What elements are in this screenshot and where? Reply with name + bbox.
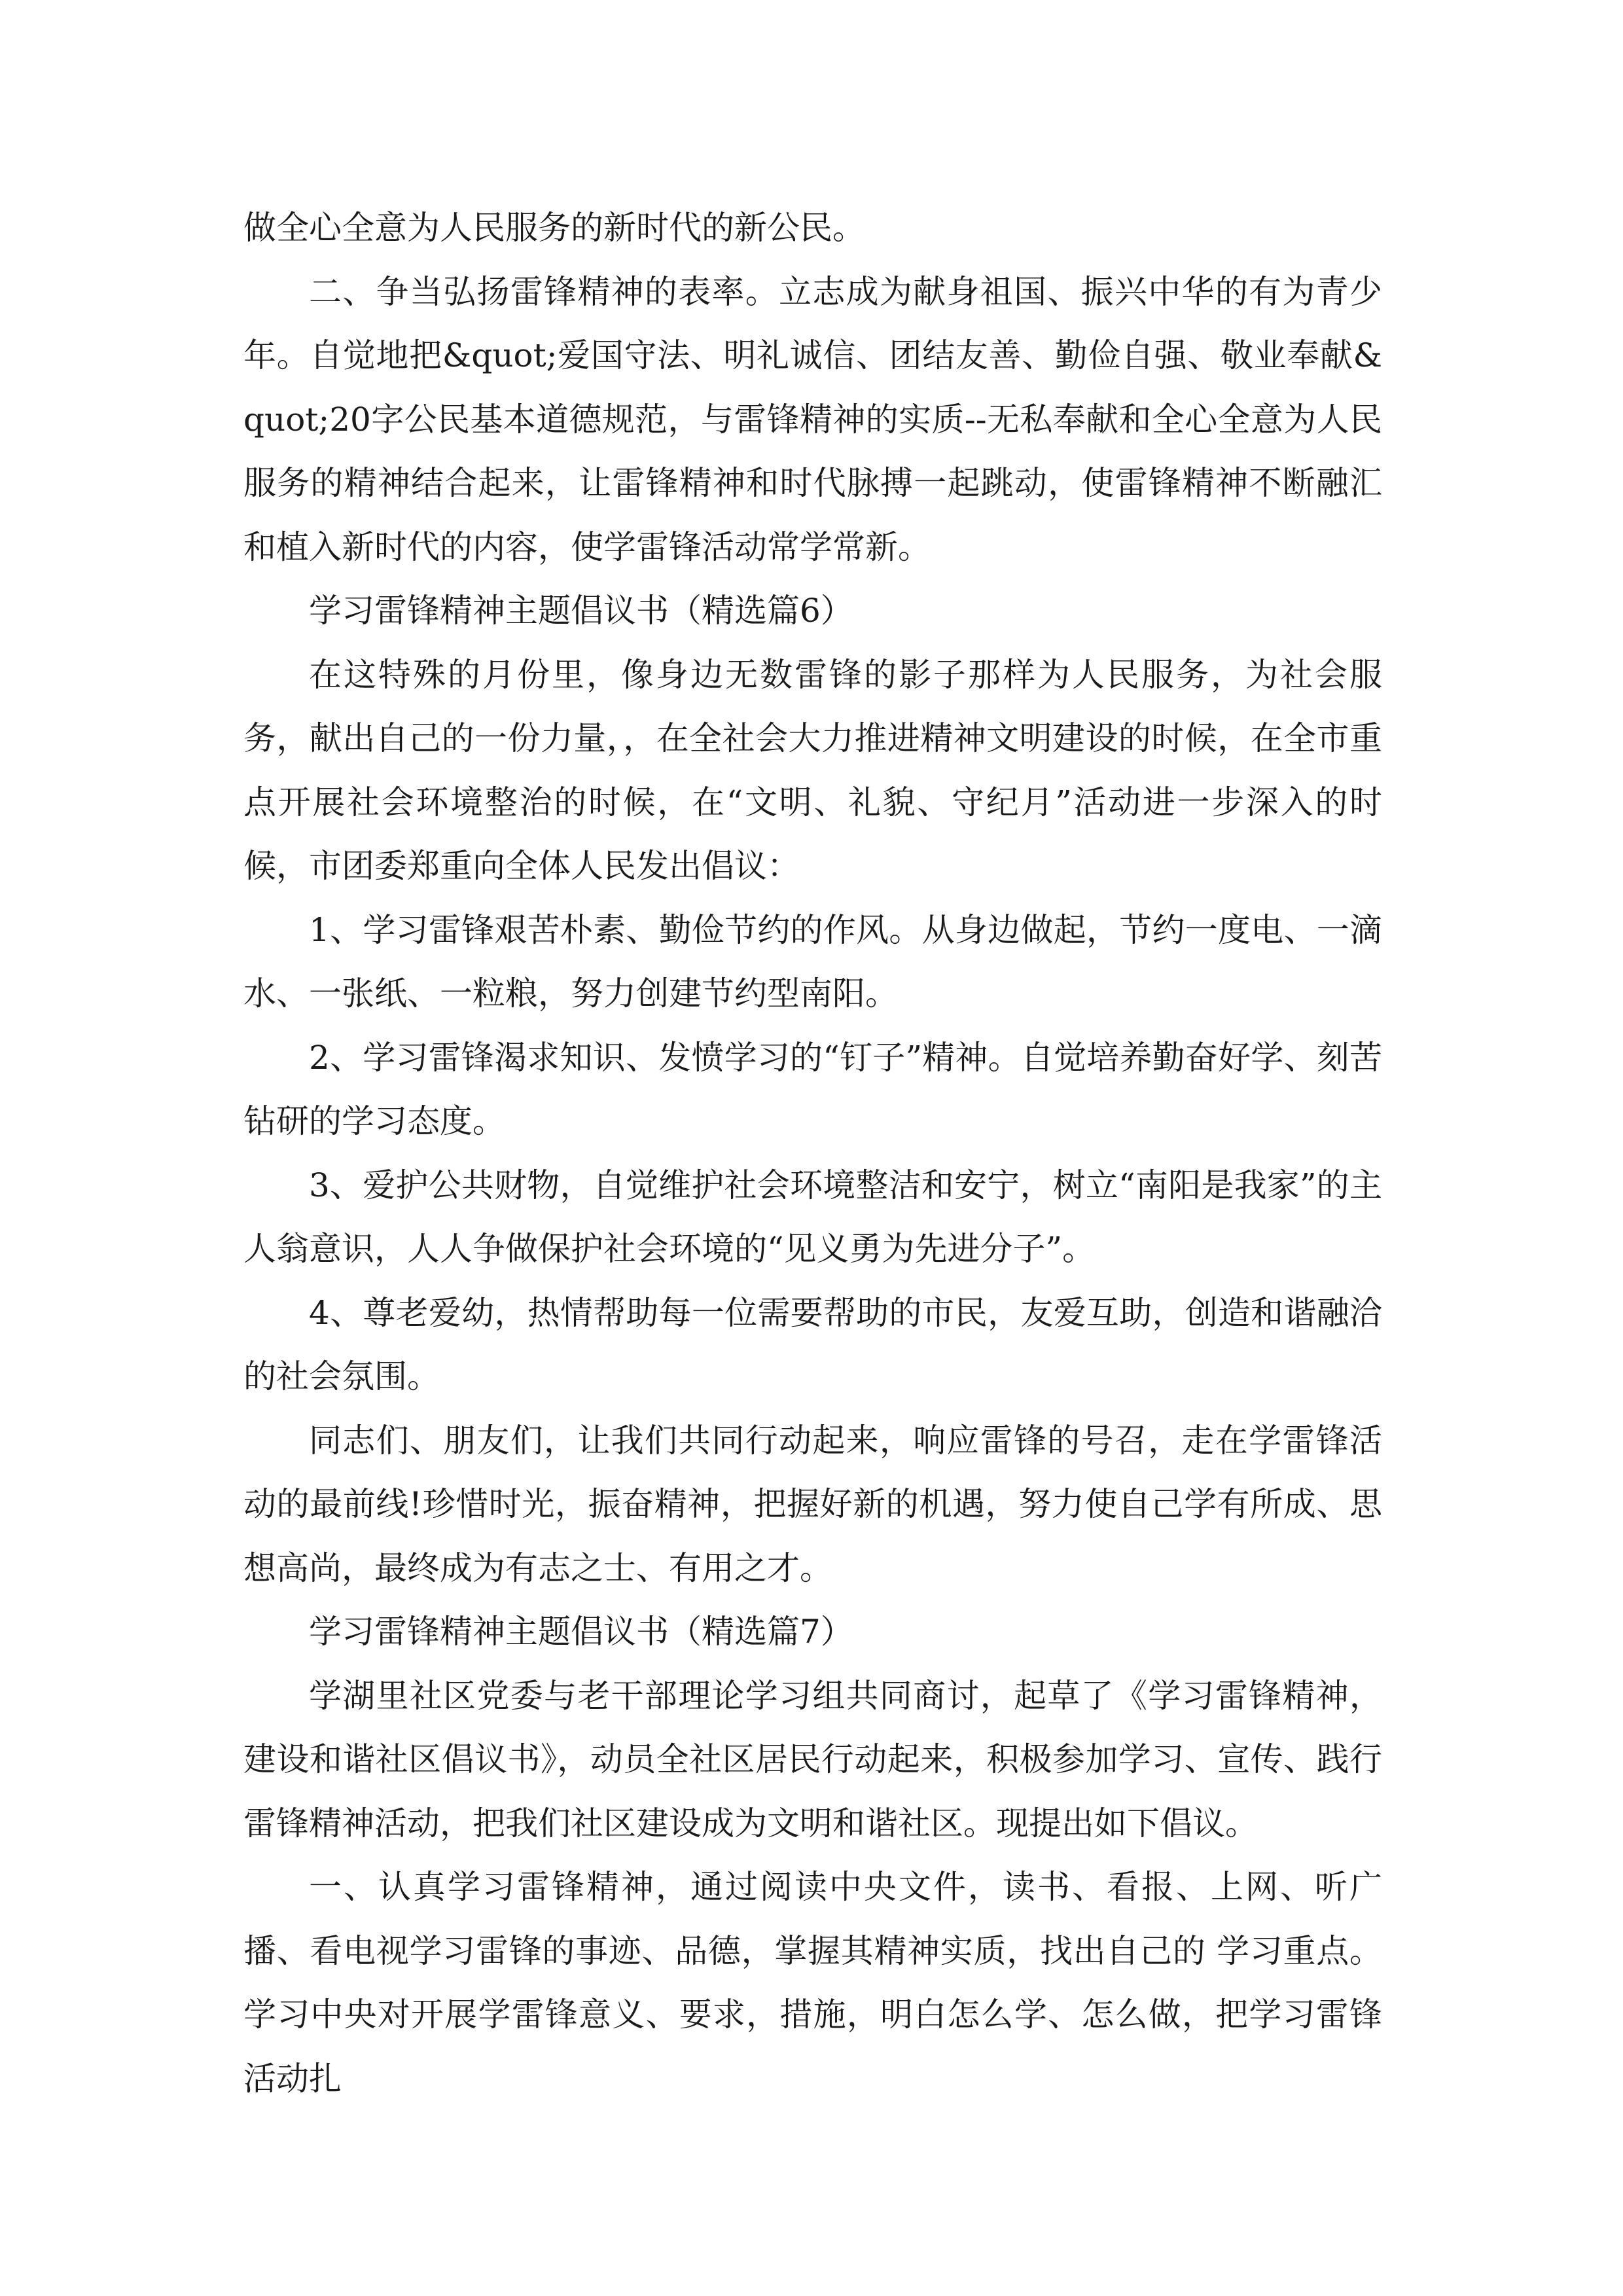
section-heading-7: 学习雷锋精神主题倡议书（精选篇7） bbox=[309, 1613, 853, 1651]
paragraph-closing-6: 同志们、朋友们，让我们共同行动起来，响应雷锋的号召，走在学雷锋活动的最前线!珍惜时光，振奋精神，把握好新的机遇，努力使自己学有所成、思想高尚，最终成为有志之士、有用之才。 bbox=[243, 1421, 1382, 1587]
paragraph-item-3: 3、爱护公共财物，自觉维护社会环境整洁和安宁，树立“南阳是我家”的主人翁意识，人人争做保护社会环境的“见义勇为先进分子”。 bbox=[243, 1166, 1382, 1268]
section-heading-6: 学习雷锋精神主题倡议书（精选篇6） bbox=[309, 592, 853, 630]
paragraph-point-two: 二、争当弘扬雷锋精神的表率。立志成为献身祖国、振兴中华的有为青少年。自觉地把&quot;爱国守法、明礼诚信、团结友善、勤俭自强、敬业奉献&quot;20字公民基本道德规范，与雷锋精神的实质--无私奉献和全心全意为人民服务的精神结合起来，让雷锋精神和时代脉搏一起跳动，使雷锋精神不断融汇和植入新时代的内容，使学雷锋活动常学常新。 bbox=[243, 272, 1382, 566]
paragraph-item-4: 4、尊老爱幼，热情帮助每一位需要帮助的市民，友爱互助，创造和谐融洽的社会氛围。 bbox=[243, 1293, 1382, 1395]
paragraph-intro-7: 学湖里社区党委与老干部理论学习组共同商讨，起草了《学习雷锋精神，建设和谐社区倡议书》，动员全社区居民行动起来，积极参加学习、宣传、践行雷锋精神活动，把我们社区建设成为文明和谐社区。现提出如下倡议。 bbox=[243, 1676, 1382, 1842]
document-body bbox=[243, 196, 1382, 2111]
paragraph-point-one-7: 一、认真学习雷锋精神，通过阅读中央文件，读书、看报、上网、听广播、看电视学习雷锋的事迹、品德，掌握其精神实质，找出自己的 学习重点。学习中央对开展学雷锋意义、要求，措施，明白怎么学、怎么做，把学习雷锋活动扎 bbox=[243, 1868, 1382, 2098]
paragraph-item-1: 1、学习雷锋艰苦朴素、勤俭节约的作风。从身边做起，节约一度电、一滴水、一张纸、一粒粮，努力创建节约型南阳。 bbox=[243, 910, 1382, 1013]
paragraph-intro-6: 在这特殊的月份里，像身边无数雷锋的影子那样为人民服务，为社会服务，献出自己的一份力量，，在全社会大力推进精神文明建设的时候，在全市重点开展社会环境整治的时候，在“文明、礼貌、守纪月”活动进一步深入的时候，市团委郑重向全体人民发出倡议： bbox=[243, 655, 1382, 885]
paragraph-item-2: 2、学习雷锋渴求知识、发愤学习的“钉子”精神。自觉培养勤奋好学、刻苦钻研的学习态度。 bbox=[243, 1038, 1382, 1140]
paragraph-continuation: 做全心全意为人民服务的新时代的新公民。 bbox=[243, 209, 865, 247]
